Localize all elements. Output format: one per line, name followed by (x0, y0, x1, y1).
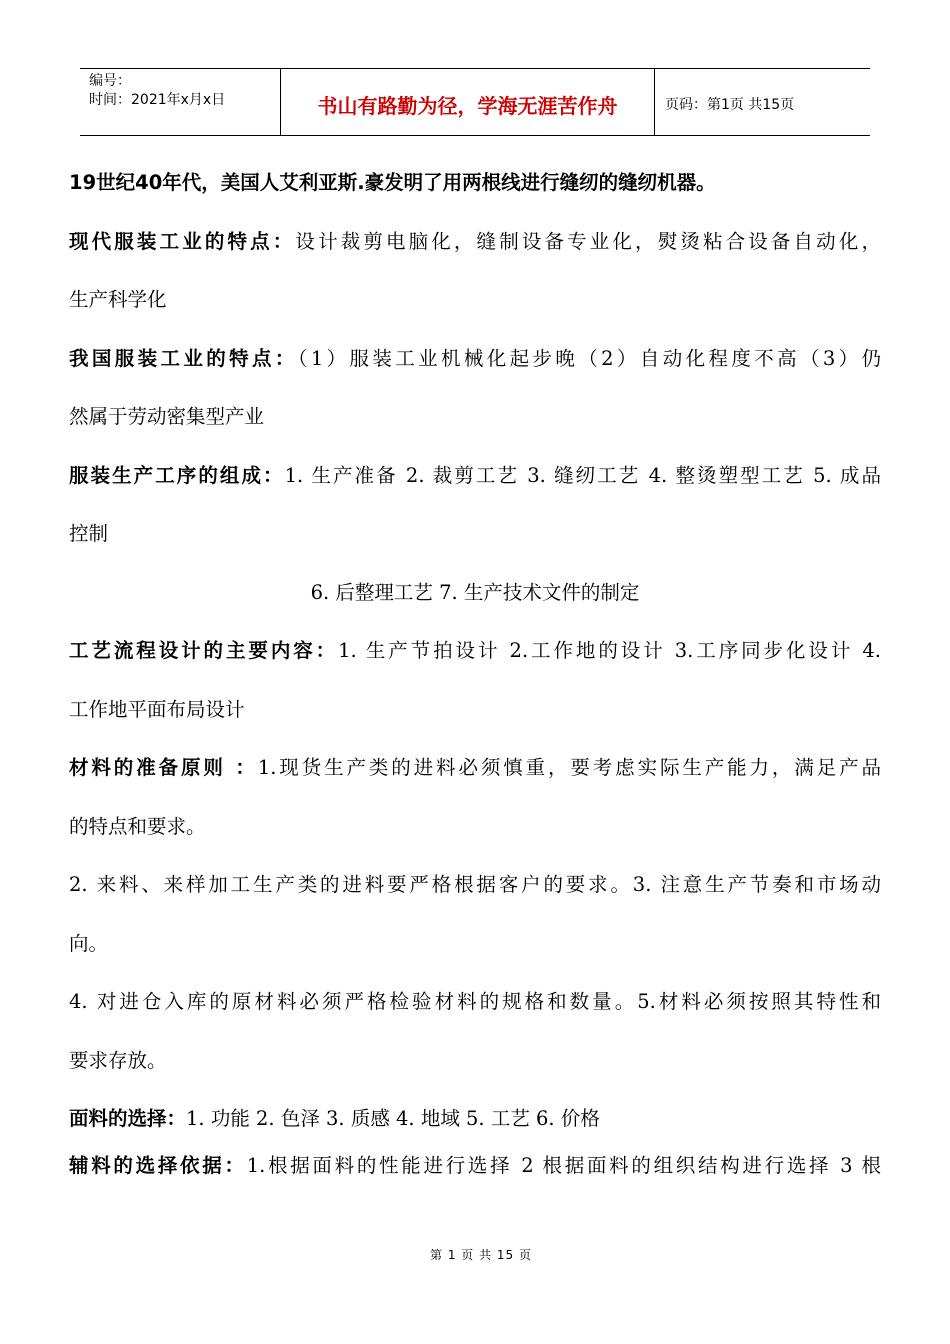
paragraph-heading: 我国服装工业的特点： (69, 346, 298, 370)
paragraph-line (69, 461, 881, 520)
page-footer (0, 1246, 950, 1263)
paragraph-text: 要求存放。 (69, 1048, 167, 1072)
header-motto-cell (281, 69, 655, 135)
paragraph-text: （1）服装工业机械化起步晚（2）自动化程度不高（3）仍 (297, 346, 881, 370)
paragraph-line (69, 812, 881, 871)
paragraph-text: 工作地平面布局设计 (69, 697, 245, 721)
paragraph-heading: 辅料的选择依据： (69, 1154, 247, 1177)
header-page-number: 页码：第1页 共15页 (665, 97, 795, 113)
paragraph-line (69, 285, 881, 344)
paragraph-line (69, 227, 881, 286)
paragraph-heading: 19世纪40年代，美国人艾利亚斯.豪发明了用两根线进行缝纫的缝纫机器。 (69, 171, 716, 194)
paragraph-text: 4. 对进仓入库的原材料必须严格检验材料的规格和数量。5.材料必须按照其特性和 (69, 990, 881, 1013)
paragraph-heading: 现代服装工业的特点： (69, 229, 296, 253)
paragraph-text: 1. 生产准备 2. 裁剪工艺 3. 缝纫工艺 4. 整烫塑型工艺 5. 成品 (284, 463, 881, 487)
header-motto: 书山有路勤为径，学海无涯苦作舟 (317, 93, 618, 118)
paragraph-line (69, 929, 881, 988)
paragraph-line (69, 636, 881, 695)
paragraph-line (69, 1151, 881, 1210)
paragraph-text: 6. 后整理工艺 7. 生产技术文件的制定 (310, 580, 640, 604)
paragraph-line (69, 695, 881, 754)
document-header (80, 68, 870, 136)
paragraph-line (69, 578, 881, 637)
footer-page-number: 第 1 页 共 15 页 (430, 1248, 532, 1262)
document-body (69, 168, 881, 1210)
paragraph-text: 生产科学化 (69, 288, 167, 311)
paragraph-line (69, 753, 881, 812)
header-page-cell (655, 69, 870, 135)
paragraph-line (69, 987, 881, 1046)
paragraph-text: 设计裁剪电脑化，缝制设备专业化，熨烫粘合设备自动化， (295, 229, 881, 253)
paragraph-text: 向。 (69, 931, 109, 955)
paragraph-text: 控制 (69, 522, 109, 545)
paragraph-line (69, 519, 881, 578)
header-meta-cell (80, 69, 281, 135)
paragraph-heading: 服装生产工序的组成： (69, 463, 285, 487)
paragraph-heading: 面料的选择： (69, 1107, 187, 1130)
paragraph-heading: 材料的准备原则 ： (69, 756, 258, 779)
paragraph-text: 的特点和要求。 (69, 814, 206, 838)
paragraph-text: 然属于劳动密集型产业 (69, 405, 265, 428)
document-time-label: 时间：2021年x月x日 (89, 92, 226, 108)
paragraph-text: 2. 来料、来样加工生产类的进料要严格根据客户的要求。3. 注意生产节奏和市场动 (69, 873, 881, 896)
paragraph-line (69, 168, 881, 227)
paragraph-line (69, 344, 881, 403)
paragraph-text: 1.现货生产类的进料必须慎重，要考虑实际生产能力，满足产品 (257, 756, 881, 779)
paragraph-line (69, 870, 881, 929)
paragraph-line (69, 402, 881, 461)
paragraph-text: 1.根据面料的性能进行选择 2 根据面料的组织结构进行选择 3 根 (246, 1154, 881, 1177)
paragraph-line (69, 1046, 881, 1105)
paragraph-line (69, 1104, 881, 1151)
paragraph-text: 1. 生产节拍设计 2.工作地的设计 3.工序同步化设计 4. (338, 639, 881, 662)
paragraph-heading: 工艺流程设计的主要内容： (69, 639, 339, 662)
document-number-label: 编号： (89, 73, 131, 89)
paragraph-text: 1. 功能 2. 色泽 3. 质感 4. 地域 5. 工艺 6. 价格 (186, 1107, 600, 1130)
